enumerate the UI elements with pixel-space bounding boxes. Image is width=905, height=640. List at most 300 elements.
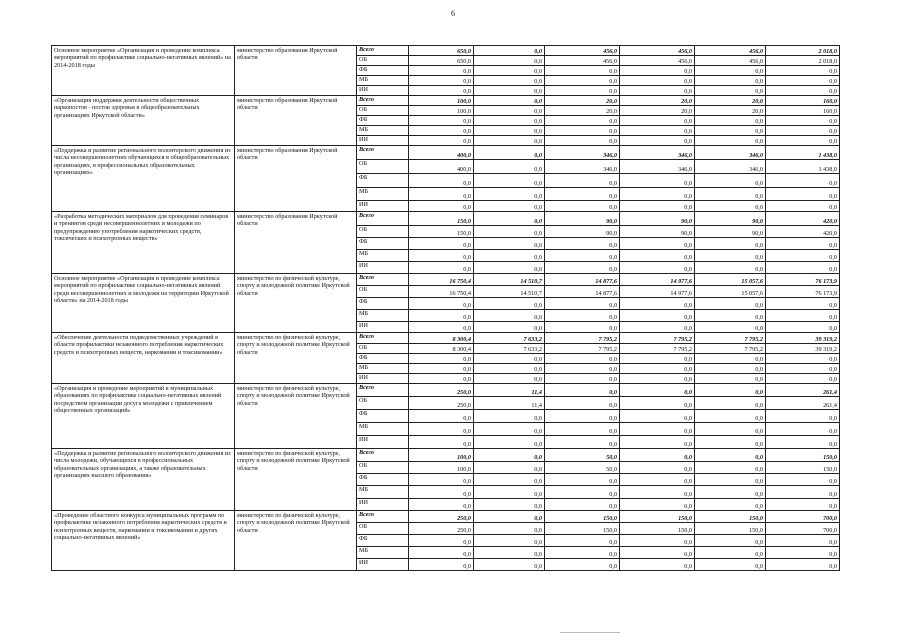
event-name-cell: Основное мероприятие «Организация и проведение комплекса мероприятий по профилактике социально-негативных явлений среди несовершеннолетних и молодежи на территории Иркутской области» на 2014-2018 годы bbox=[52, 274, 235, 333]
value-cell: 0,0 bbox=[409, 374, 474, 384]
funding-source-cell: ФБ bbox=[357, 535, 409, 547]
value-cell: 0,0 bbox=[620, 238, 695, 250]
value-cell: 0,0 bbox=[474, 449, 545, 462]
value-cell: 20,0 bbox=[695, 96, 766, 106]
funding-source-cell: МБ bbox=[357, 364, 409, 374]
value-cell: 0,0 bbox=[545, 374, 620, 384]
value-cell: 14 877,6 bbox=[545, 286, 620, 298]
event-name-cell: Основное мероприятие «Организация и проведение комплекса мероприятий по профилактике социально-негативных явлений» на 2014-2018 годы bbox=[52, 46, 235, 96]
value-cell: 7 795,2 bbox=[695, 333, 766, 344]
funding-source-cell: Всего bbox=[357, 212, 409, 226]
value-cell: 0,0 bbox=[474, 238, 545, 250]
total-value-cell: 0,0 bbox=[766, 174, 840, 188]
value-cell: 0,0 bbox=[695, 250, 766, 262]
executor-cell: министерство по физической культуре, спорту и молодежной политике Иркутской области bbox=[235, 511, 357, 571]
executor-cell: министерство по физической культуре, спорту и молодежной политике Иркутской области bbox=[235, 449, 357, 511]
total-value-cell: 2 018,0 bbox=[766, 56, 840, 66]
executor-cell: министерство образования Иркутской области bbox=[235, 46, 357, 96]
funding-source-cell: Всего bbox=[357, 274, 409, 286]
value-cell: 0,0 bbox=[695, 322, 766, 333]
value-cell: 456,0 bbox=[695, 56, 766, 66]
value-cell: 346,0 bbox=[545, 160, 620, 174]
value-cell: 0,0 bbox=[695, 354, 766, 364]
value-cell: 0,0 bbox=[545, 76, 620, 86]
value-cell: 0,0 bbox=[620, 462, 695, 474]
value-cell: 0,0 bbox=[620, 423, 695, 436]
value-cell: 0,0 bbox=[474, 364, 545, 374]
value-cell: 0,0 bbox=[474, 262, 545, 274]
value-cell: 0,0 bbox=[545, 474, 620, 486]
funding-source-cell: МБ bbox=[357, 76, 409, 86]
value-cell: 0,0 bbox=[474, 106, 545, 116]
value-cell: 0,0 bbox=[409, 76, 474, 86]
value-cell: 0,0 bbox=[545, 410, 620, 423]
value-cell: 90,0 bbox=[695, 212, 766, 226]
total-value-cell: 0,0 bbox=[766, 250, 840, 262]
value-cell: 0,0 bbox=[474, 86, 545, 96]
event-name-cell: «Проведение областного конкурса муниципальных программ по профилактике незаконного потребления наркотических средств и психотропных веществ, наркомании и токсикомании и других социально-негативных явлений» bbox=[52, 511, 235, 571]
funding-source-cell: Всего bbox=[357, 449, 409, 462]
funding-source-cell: ИИ bbox=[357, 201, 409, 212]
value-cell: 0,0 bbox=[474, 250, 545, 262]
value-cell: 0,0 bbox=[695, 397, 766, 410]
total-value-cell: 150,0 bbox=[766, 462, 840, 474]
value-cell: 0,0 bbox=[620, 126, 695, 136]
value-cell: 0,0 bbox=[620, 384, 695, 397]
value-cell: 8 300,4 bbox=[409, 333, 474, 344]
value-cell: 20,0 bbox=[545, 106, 620, 116]
value-cell: 0,0 bbox=[409, 262, 474, 274]
value-cell: 250,0 bbox=[409, 523, 474, 535]
funding-source-cell: ИИ bbox=[357, 374, 409, 384]
funding-source-cell: Всего bbox=[357, 46, 409, 56]
value-cell: 0,0 bbox=[545, 298, 620, 310]
total-value-cell: 0,0 bbox=[766, 486, 840, 499]
value-cell: 346,0 bbox=[545, 146, 620, 160]
value-cell: 0,0 bbox=[620, 250, 695, 262]
value-cell: 90,0 bbox=[545, 212, 620, 226]
value-cell: 0,0 bbox=[409, 250, 474, 262]
value-cell: 90,0 bbox=[545, 226, 620, 238]
value-cell: 250,0 bbox=[409, 384, 474, 397]
value-cell: 0,0 bbox=[474, 462, 545, 474]
event-name-cell: «Обеспечение деятельности подведомственных учреждений в области профилактики незаконного потребления наркотических средств и психотропных веществ, наркомании и токсикомании» bbox=[52, 333, 235, 384]
total-value-cell: 150,0 bbox=[766, 449, 840, 462]
value-cell: 0,0 bbox=[695, 76, 766, 86]
total-value-cell: 76 173,9 bbox=[766, 286, 840, 298]
table-row-total bbox=[52, 449, 840, 462]
value-cell: 0,0 bbox=[620, 559, 695, 571]
event-name-cell: «Поддержка и развитие регионального волонтерского движения из числа молодежи, обучающихся в профессиональных образовательных организациях, а также образовательных организациях высшего образования» bbox=[52, 449, 235, 511]
total-value-cell: 0,0 bbox=[766, 66, 840, 76]
total-value-cell: 1 438,0 bbox=[766, 146, 840, 160]
value-cell: 0,0 bbox=[695, 364, 766, 374]
value-cell: 0,0 bbox=[474, 212, 545, 226]
value-cell: 0,0 bbox=[474, 436, 545, 449]
table-row-total bbox=[52, 333, 840, 344]
value-cell: 0,0 bbox=[620, 66, 695, 76]
value-cell: 0,0 bbox=[545, 423, 620, 436]
value-cell: 14 977,6 bbox=[620, 274, 695, 286]
funding-source-cell: ИИ bbox=[357, 86, 409, 96]
total-value-cell: 0,0 bbox=[766, 188, 840, 201]
value-cell: 0,0 bbox=[474, 201, 545, 212]
value-cell: 0,0 bbox=[474, 474, 545, 486]
value-cell: 7 795,2 bbox=[620, 344, 695, 354]
value-cell: 650,0 bbox=[409, 46, 474, 56]
value-cell: 0,0 bbox=[409, 364, 474, 374]
value-cell: 0,0 bbox=[409, 486, 474, 499]
total-value-cell: 700,0 bbox=[766, 523, 840, 535]
table-row-total bbox=[52, 384, 840, 397]
value-cell: 0,0 bbox=[409, 354, 474, 364]
value-cell: 0,0 bbox=[474, 136, 545, 146]
total-value-cell: 0,0 bbox=[766, 547, 840, 559]
value-cell: 456,0 bbox=[695, 46, 766, 56]
value-cell: 0,0 bbox=[695, 66, 766, 76]
value-cell: 0,0 bbox=[545, 116, 620, 126]
value-cell: 0,0 bbox=[620, 364, 695, 374]
total-value-cell: 0,0 bbox=[766, 535, 840, 547]
value-cell: 11,4 bbox=[474, 397, 545, 410]
total-value-cell: 261,4 bbox=[766, 397, 840, 410]
value-cell: 0,0 bbox=[620, 499, 695, 511]
value-cell: 0,0 bbox=[620, 486, 695, 499]
total-value-cell: 0,0 bbox=[766, 76, 840, 86]
value-cell: 0,0 bbox=[620, 298, 695, 310]
value-cell: 0,0 bbox=[695, 174, 766, 188]
table-row-total bbox=[52, 146, 840, 160]
value-cell: 0,0 bbox=[695, 262, 766, 274]
total-value-cell: 0,0 bbox=[766, 201, 840, 212]
value-cell: 0,0 bbox=[620, 397, 695, 410]
value-cell: 20,0 bbox=[620, 96, 695, 106]
value-cell: 0,0 bbox=[409, 547, 474, 559]
value-cell: 0,0 bbox=[695, 436, 766, 449]
total-value-cell: 420,0 bbox=[766, 226, 840, 238]
value-cell: 90,0 bbox=[620, 212, 695, 226]
value-cell: 0,0 bbox=[474, 96, 545, 106]
value-cell: 0,0 bbox=[474, 354, 545, 364]
value-cell: 0,0 bbox=[620, 436, 695, 449]
value-cell: 150,0 bbox=[620, 511, 695, 523]
value-cell: 0,0 bbox=[695, 126, 766, 136]
value-cell: 0,0 bbox=[545, 397, 620, 410]
total-value-cell: 700,0 bbox=[766, 511, 840, 523]
total-value-cell: 0,0 bbox=[766, 436, 840, 449]
value-cell: 0,0 bbox=[409, 66, 474, 76]
value-cell: 456,0 bbox=[545, 46, 620, 56]
footer-mark bbox=[560, 632, 620, 633]
value-cell: 0,0 bbox=[474, 188, 545, 201]
value-cell: 14 877,6 bbox=[545, 274, 620, 286]
value-cell: 0,0 bbox=[409, 86, 474, 96]
value-cell: 346,0 bbox=[620, 160, 695, 174]
value-cell: 0,0 bbox=[474, 559, 545, 571]
value-cell: 0,0 bbox=[409, 410, 474, 423]
value-cell: 0,0 bbox=[545, 262, 620, 274]
value-cell: 0,0 bbox=[620, 76, 695, 86]
table-row-total bbox=[52, 274, 840, 286]
value-cell: 0,0 bbox=[409, 174, 474, 188]
value-cell: 150,0 bbox=[695, 523, 766, 535]
total-value-cell: 261,4 bbox=[766, 384, 840, 397]
value-cell: 0,0 bbox=[695, 474, 766, 486]
value-cell: 0,0 bbox=[409, 559, 474, 571]
value-cell: 0,0 bbox=[474, 146, 545, 160]
value-cell: 250,0 bbox=[409, 397, 474, 410]
value-cell: 0,0 bbox=[545, 86, 620, 96]
total-value-cell: 0,0 bbox=[766, 136, 840, 146]
table-row-total bbox=[52, 511, 840, 523]
funding-source-cell: ИИ bbox=[357, 436, 409, 449]
funding-source-cell: МБ bbox=[357, 423, 409, 436]
value-cell: 0,0 bbox=[474, 160, 545, 174]
value-cell: 0,0 bbox=[695, 86, 766, 96]
value-cell: 0,0 bbox=[474, 116, 545, 126]
value-cell: 0,0 bbox=[620, 449, 695, 462]
value-cell: 0,0 bbox=[695, 238, 766, 250]
executor-cell: министерство образования Иркутской области bbox=[235, 212, 357, 274]
value-cell: 100,0 bbox=[409, 106, 474, 116]
value-cell: 0,0 bbox=[474, 511, 545, 523]
value-cell: 50,0 bbox=[545, 449, 620, 462]
budget-table-body bbox=[52, 46, 840, 571]
value-cell: 7 795,2 bbox=[695, 344, 766, 354]
value-cell: 0,0 bbox=[620, 374, 695, 384]
value-cell: 90,0 bbox=[620, 226, 695, 238]
value-cell: 0,0 bbox=[545, 310, 620, 322]
value-cell: 0,0 bbox=[620, 322, 695, 333]
value-cell: 0,0 bbox=[620, 410, 695, 423]
total-value-cell: 0,0 bbox=[766, 86, 840, 96]
funding-source-cell: Всего bbox=[357, 96, 409, 106]
value-cell: 0,0 bbox=[409, 535, 474, 547]
funding-source-cell: МБ bbox=[357, 126, 409, 136]
value-cell: 0,0 bbox=[545, 364, 620, 374]
value-cell: 0,0 bbox=[695, 462, 766, 474]
value-cell: 0,0 bbox=[409, 499, 474, 511]
funding-source-cell: ОБ bbox=[357, 160, 409, 174]
funding-source-cell: ОБ bbox=[357, 462, 409, 474]
executor-cell: министерство по физической культуре, спорту и молодежной политике Иркутской области bbox=[235, 274, 357, 333]
executor-cell: министерство по физической культуре, спорту и молодежной политике Иркутской области bbox=[235, 384, 357, 449]
value-cell: 0,0 bbox=[620, 262, 695, 274]
value-cell: 346,0 bbox=[695, 146, 766, 160]
value-cell: 0,0 bbox=[409, 136, 474, 146]
total-value-cell: 160,0 bbox=[766, 106, 840, 116]
value-cell: 0,0 bbox=[695, 423, 766, 436]
funding-source-cell: Всего bbox=[357, 384, 409, 397]
value-cell: 0,0 bbox=[620, 535, 695, 547]
total-value-cell: 1 438,0 bbox=[766, 160, 840, 174]
executor-cell: министерство образования Иркутской области bbox=[235, 146, 357, 212]
total-value-cell: 2 018,0 bbox=[766, 46, 840, 56]
total-value-cell: 0,0 bbox=[766, 310, 840, 322]
total-value-cell: 39 319,2 bbox=[766, 333, 840, 344]
value-cell: 50,0 bbox=[545, 462, 620, 474]
value-cell: 0,0 bbox=[545, 486, 620, 499]
value-cell: 0,0 bbox=[545, 436, 620, 449]
event-name-cell: «Организация и проведение мероприятий в муниципальных образованиях по профилактике социально-негативных явлений посредством организации досуга молодежи с привлечением общественных организаций» bbox=[52, 384, 235, 449]
value-cell: 0,0 bbox=[695, 486, 766, 499]
value-cell: 0,0 bbox=[474, 226, 545, 238]
value-cell: 0,0 bbox=[474, 56, 545, 66]
value-cell: 0,0 bbox=[474, 535, 545, 547]
funding-source-cell: Всего bbox=[357, 511, 409, 523]
value-cell: 0,0 bbox=[620, 174, 695, 188]
total-value-cell: 0,0 bbox=[766, 116, 840, 126]
value-cell: 0,0 bbox=[545, 136, 620, 146]
value-cell: 16 750,4 bbox=[409, 286, 474, 298]
value-cell: 650,0 bbox=[409, 56, 474, 66]
value-cell: 7 795,2 bbox=[545, 333, 620, 344]
value-cell: 0,0 bbox=[409, 436, 474, 449]
total-value-cell: 0,0 bbox=[766, 410, 840, 423]
funding-source-cell: Всего bbox=[357, 333, 409, 344]
value-cell: 0,0 bbox=[474, 410, 545, 423]
total-value-cell: 0,0 bbox=[766, 559, 840, 571]
value-cell: 15 057,6 bbox=[695, 274, 766, 286]
value-cell: 0,0 bbox=[695, 188, 766, 201]
value-cell: 0,0 bbox=[409, 423, 474, 436]
total-value-cell: 0,0 bbox=[766, 374, 840, 384]
value-cell: 90,0 bbox=[695, 226, 766, 238]
value-cell: 0,0 bbox=[409, 310, 474, 322]
total-value-cell: 0,0 bbox=[766, 322, 840, 333]
total-value-cell: 0,0 bbox=[766, 354, 840, 364]
funding-source-cell: МБ bbox=[357, 310, 409, 322]
value-cell: 0,0 bbox=[620, 188, 695, 201]
funding-source-cell: ИИ bbox=[357, 262, 409, 274]
value-cell: 0,0 bbox=[409, 322, 474, 333]
funding-source-cell: ИИ bbox=[357, 559, 409, 571]
value-cell: 20,0 bbox=[545, 96, 620, 106]
value-cell: 0,0 bbox=[620, 201, 695, 212]
value-cell: 346,0 bbox=[620, 146, 695, 160]
value-cell: 0,0 bbox=[545, 322, 620, 333]
value-cell: 11,4 bbox=[474, 384, 545, 397]
value-cell: 0,0 bbox=[474, 298, 545, 310]
funding-source-cell: ФБ bbox=[357, 410, 409, 423]
value-cell: 0,0 bbox=[620, 116, 695, 126]
value-cell: 150,0 bbox=[545, 523, 620, 535]
funding-source-cell: ОБ bbox=[357, 56, 409, 66]
funding-source-cell: ОБ bbox=[357, 286, 409, 298]
funding-source-cell: ФБ bbox=[357, 474, 409, 486]
value-cell: 0,0 bbox=[695, 449, 766, 462]
value-cell: 0,0 bbox=[620, 86, 695, 96]
total-value-cell: 0,0 bbox=[766, 423, 840, 436]
value-cell: 7 795,2 bbox=[620, 333, 695, 344]
value-cell: 0,0 bbox=[695, 499, 766, 511]
total-value-cell: 420,0 bbox=[766, 212, 840, 226]
value-cell: 0,0 bbox=[620, 310, 695, 322]
funding-source-cell: ИИ bbox=[357, 136, 409, 146]
funding-source-cell: МБ bbox=[357, 188, 409, 201]
value-cell: 0,0 bbox=[695, 374, 766, 384]
value-cell: 346,0 bbox=[695, 160, 766, 174]
funding-source-cell: ФБ bbox=[357, 238, 409, 250]
funding-source-cell: ОБ bbox=[357, 344, 409, 354]
value-cell: 0,0 bbox=[474, 322, 545, 333]
value-cell: 8 300,4 bbox=[409, 344, 474, 354]
value-cell: 0,0 bbox=[620, 474, 695, 486]
total-value-cell: 76 173,9 bbox=[766, 274, 840, 286]
value-cell: 0,0 bbox=[474, 423, 545, 436]
total-value-cell: 0,0 bbox=[766, 126, 840, 136]
funding-source-cell: ФБ bbox=[357, 174, 409, 188]
value-cell: 456,0 bbox=[620, 56, 695, 66]
funding-source-cell: ОБ bbox=[357, 226, 409, 238]
value-cell: 7 633,2 bbox=[474, 333, 545, 344]
value-cell: 0,0 bbox=[474, 310, 545, 322]
value-cell: 0,0 bbox=[695, 410, 766, 423]
value-cell: 14 510,7 bbox=[474, 286, 545, 298]
value-cell: 0,0 bbox=[545, 499, 620, 511]
value-cell: 20,0 bbox=[620, 106, 695, 116]
value-cell: 0,0 bbox=[474, 66, 545, 76]
value-cell: 250,0 bbox=[409, 511, 474, 523]
value-cell: 0,0 bbox=[545, 66, 620, 76]
total-value-cell: 39 319,2 bbox=[766, 344, 840, 354]
funding-source-cell: ИИ bbox=[357, 499, 409, 511]
funding-source-cell: Всего bbox=[357, 146, 409, 160]
value-cell: 14 977,6 bbox=[620, 286, 695, 298]
value-cell: 0,0 bbox=[545, 188, 620, 201]
value-cell: 400,0 bbox=[409, 146, 474, 160]
value-cell: 0,0 bbox=[695, 559, 766, 571]
table-row-total bbox=[52, 212, 840, 226]
value-cell: 0,0 bbox=[409, 238, 474, 250]
budget-table bbox=[51, 45, 840, 571]
total-value-cell: 0,0 bbox=[766, 298, 840, 310]
value-cell: 0,0 bbox=[409, 116, 474, 126]
value-cell: 0,0 bbox=[545, 201, 620, 212]
value-cell: 0,0 bbox=[695, 298, 766, 310]
value-cell: 0,0 bbox=[474, 374, 545, 384]
value-cell: 0,0 bbox=[545, 126, 620, 136]
funding-source-cell: ОБ bbox=[357, 106, 409, 116]
value-cell: 100,0 bbox=[409, 449, 474, 462]
funding-source-cell: ИИ bbox=[357, 322, 409, 333]
total-value-cell: 0,0 bbox=[766, 364, 840, 374]
funding-source-cell: МБ bbox=[357, 250, 409, 262]
funding-source-cell: МБ bbox=[357, 547, 409, 559]
value-cell: 0,0 bbox=[409, 188, 474, 201]
total-value-cell: 0,0 bbox=[766, 499, 840, 511]
value-cell: 0,0 bbox=[409, 474, 474, 486]
value-cell: 0,0 bbox=[474, 174, 545, 188]
funding-source-cell: ФБ bbox=[357, 354, 409, 364]
value-cell: 0,0 bbox=[695, 535, 766, 547]
value-cell: 20,0 bbox=[695, 106, 766, 116]
executor-cell: министерство образования Иркутской области bbox=[235, 96, 357, 146]
value-cell: 150,0 bbox=[620, 523, 695, 535]
table-row-total bbox=[52, 96, 840, 106]
value-cell: 0,0 bbox=[695, 547, 766, 559]
value-cell: 0,0 bbox=[474, 76, 545, 86]
value-cell: 0,0 bbox=[695, 310, 766, 322]
value-cell: 14 510,7 bbox=[474, 274, 545, 286]
value-cell: 0,0 bbox=[545, 354, 620, 364]
value-cell: 0,0 bbox=[474, 486, 545, 499]
value-cell: 0,0 bbox=[545, 547, 620, 559]
funding-source-cell: ФБ bbox=[357, 116, 409, 126]
executor-cell: министерство по физической культуре, спорту и молодежной политике Иркутской области bbox=[235, 333, 357, 384]
event-name-cell: «Организация поддержки деятельности общественных наркопостов - постов здоровья в общеобразовательных организациях Иркутской области» bbox=[52, 96, 235, 146]
value-cell: 400,0 bbox=[409, 160, 474, 174]
